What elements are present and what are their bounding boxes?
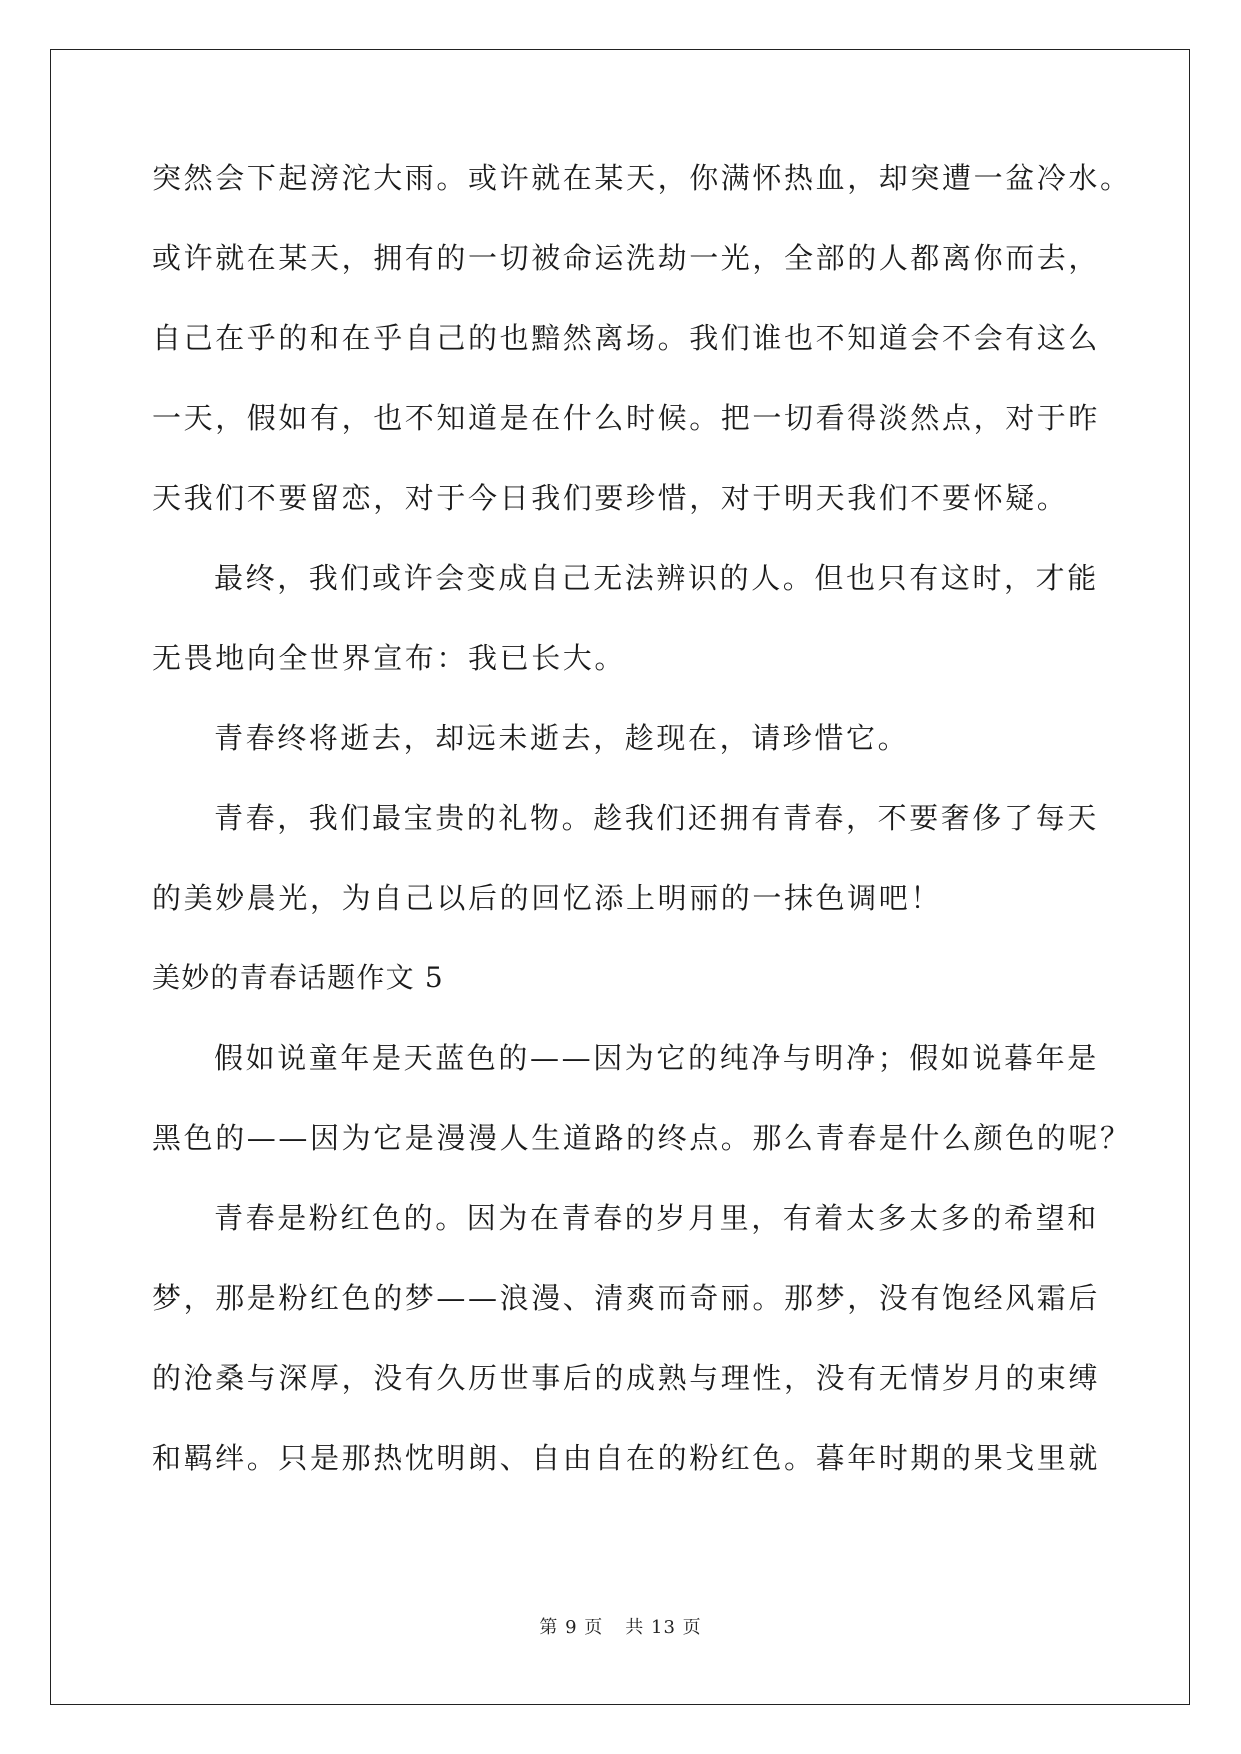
text-line: 黑色的——因为它是漫漫人生道路的终点。那么青春是什么颜色的呢？ [152, 1121, 1132, 1155]
paragraph-first-line: 青春是粉红色的。因为在青春的岁月里，有着太多太多的希望和 [214, 1201, 1099, 1235]
text-line: 梦，那是粉红色的梦——浪漫、清爽而奇丽。那梦，没有饱经风霜后 [152, 1281, 1101, 1315]
paragraph-first-line: 最终，我们或许会变成自己无法辨识的人。但也只有这时，才能 [214, 561, 1099, 595]
section-heading: 美妙的青春话题作文 5 [152, 961, 444, 994]
text-line: 或许就在某天，拥有的一切被命运洗劫一光，全部的人都离你而去， [152, 241, 1101, 275]
text-line: 无畏地向全世界宣布：我已长大。 [152, 641, 627, 675]
text-line: 突然会下起滂沱大雨。或许就在某天，你满怀热血，却突遭一盆冷水。 [152, 161, 1132, 195]
text-line: 一天，假如有，也不知道是在什么时候。把一切看得淡然点，对于昨 [152, 401, 1101, 435]
page-number: 第 9 页 [539, 1617, 604, 1638]
page-footer [0, 1616, 1241, 1640]
paragraph-first-line: 假如说童年是天蓝色的——因为它的纯净与明净；假如说暮年是 [214, 1041, 1099, 1075]
text-line: 和羁绊。只是那热忱明朗、自由自在的粉红色。暮年时期的果戈里就 [152, 1441, 1101, 1475]
text-line: 自己在乎的和在乎自己的也黯然离场。我们谁也不知道会不会有这么 [152, 321, 1101, 355]
text-line: 的沧桑与深厚，没有久历世事后的成熟与理性，没有无情岁月的束缚 [152, 1361, 1101, 1395]
text-line: 天我们不要留恋，对于今日我们要珍惜，对于明天我们不要怀疑。 [152, 481, 1069, 515]
page-total: 共 13 页 [625, 1617, 702, 1638]
text-line: 的美妙晨光，为自己以后的回忆添上明丽的一抹色调吧！ [152, 881, 943, 915]
paragraph-first-line: 青春终将逝去，却远未逝去，趁现在，请珍惜它。 [214, 721, 910, 755]
paragraph-first-line: 青春，我们最宝贵的礼物。趁我们还拥有青春，不要奢侈了每天 [214, 801, 1099, 835]
